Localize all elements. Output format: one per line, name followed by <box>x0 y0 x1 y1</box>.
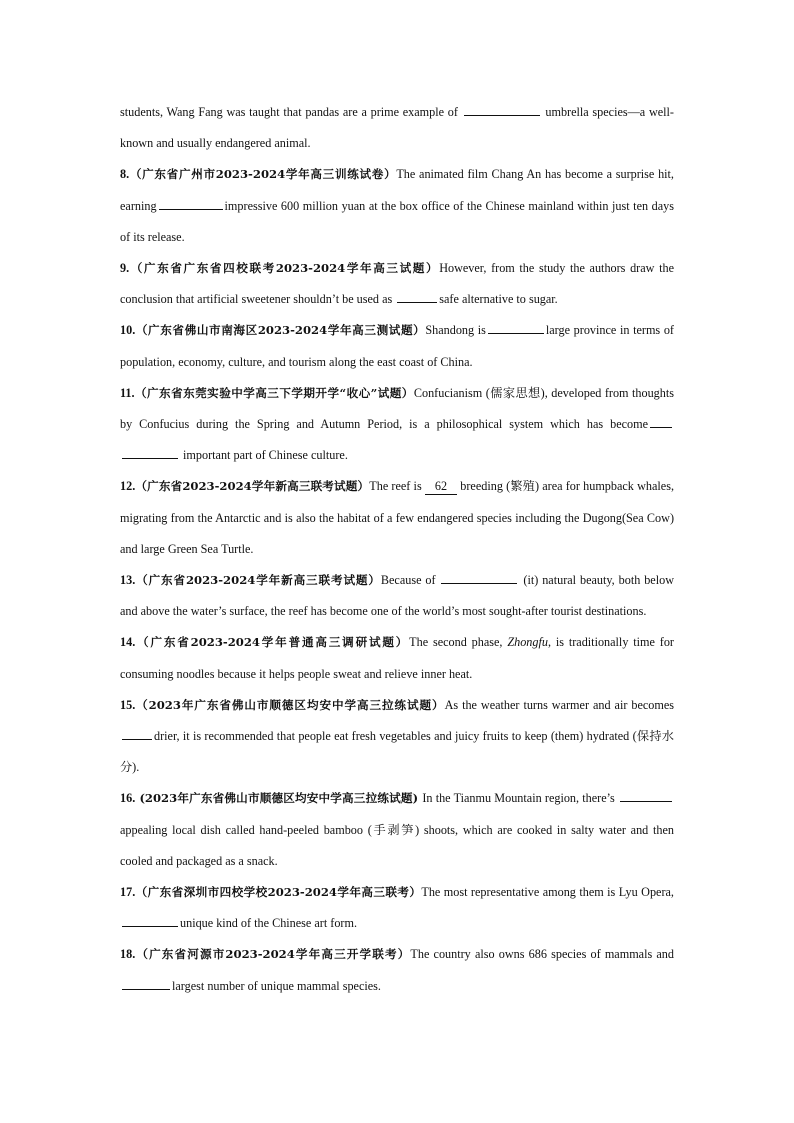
question-text: safe alternative to sugar. <box>439 292 558 307</box>
question-number: 14. <box>120 635 136 650</box>
question-text: The reef is <box>369 479 425 494</box>
answer-blank[interactable] <box>159 194 223 210</box>
question-number: 12. <box>120 479 136 494</box>
question-number: 11. <box>120 385 135 400</box>
question-number: 10. <box>120 323 136 338</box>
question-q14 <box>120 627 674 689</box>
question-source: （广东省东莞实验中学高三下学期开学“收心”试题） <box>134 385 414 400</box>
question-q11 <box>120 378 674 472</box>
question-q8 <box>120 159 674 253</box>
question-text: The most representative among them is Lyu Opera, <box>421 885 674 900</box>
question-number: 9. <box>120 261 130 276</box>
answer-blank[interactable] <box>620 786 672 802</box>
italic-term: Zhongfu <box>507 635 548 650</box>
question-text: students, Wang Fang was taught that pandas are a prime example of <box>120 105 462 119</box>
question-q18 <box>120 939 674 1001</box>
question-text: (it) natural beauty, both below and above the water’s surface, the reef has become one of the world’s most sought-after tourist destinations. <box>120 573 675 619</box>
answer-blank[interactable] <box>122 443 178 459</box>
question-text: In the Tianmu Mountain region, there’s <box>422 791 618 806</box>
question-continuation <box>120 97 674 159</box>
question-text: umbrella species—a well-known and usually endangered animal. <box>120 105 674 151</box>
question-number: 15. <box>120 697 136 712</box>
question-text: large province in terms of population, economy, culture, and tourism along the east coast of China. <box>120 323 674 369</box>
document-page <box>120 97 674 1002</box>
question-text: breeding (繁殖) area for humpback whales, migrating from the Antarctic and is also the habitat of a few endangered species including the Dugong(Sea Cow) and large Green Sea Turtle. <box>120 479 674 556</box>
answer-blank[interactable] <box>122 974 170 990</box>
answer-blank[interactable] <box>441 568 517 584</box>
answer-blank[interactable] <box>650 412 672 428</box>
answer-blank[interactable] <box>122 911 178 927</box>
question-text: , is traditionally time for consuming noodles because it helps people sweat and relieve inner heat. <box>120 635 674 681</box>
answer-blank[interactable] <box>488 318 544 334</box>
question-text: largest number of unique mammal species. <box>172 978 381 993</box>
question-text: The animated film Chang An has become a surprise hit, earning <box>120 167 674 213</box>
question-q16 <box>120 783 674 877</box>
question-source: (2023年广东省佛山市顺德区均安中学高三拉练试题) <box>135 791 423 806</box>
question-q13 <box>120 565 674 627</box>
question-source: （广东省2023-2024学年新高三联考试题） <box>135 573 381 588</box>
answer-blank[interactable] <box>397 287 437 303</box>
question-text: As the weather turns warmer and air becomes <box>444 697 674 712</box>
question-source: （广东省2023-2024学年普通高三调研试题） <box>135 635 410 650</box>
question-source: （广东省佛山市南海区2023-2024学年高三测试题） <box>135 323 426 338</box>
question-text: appealing local dish called hand-peeled bamboo (手剥笋) shoots, which are cooked in salty water and then cooled and packaged as a snack. <box>120 822 674 868</box>
answer-blank[interactable] <box>122 724 152 740</box>
question-text: drier, it is recommended that people eat fresh vegetables and juicy fruits to keep (them) hydrated (保持水分). <box>120 729 674 775</box>
question-source: （广东省广东省四校联考2023-2024学年高三试题） <box>129 261 440 276</box>
question-text: However, from the study the authors draw the conclusion that artificial sweetener shouldn’t be used as <box>120 261 674 307</box>
question-number: 8. <box>120 167 130 182</box>
question-text: unique kind of the Chinese art form. <box>180 916 358 931</box>
question-text: important part of Chinese culture. <box>180 448 348 463</box>
answer-blank[interactable] <box>464 100 540 116</box>
question-text: Shandong is <box>425 323 486 338</box>
question-source: （广东省广州市2023-2024学年高三训练试卷） <box>129 167 397 182</box>
question-source: （广东省深圳市四校学校2023-2024学年高三联考） <box>135 885 422 900</box>
question-text: impressive 600 million yuan at the box office of the Chinese mainland within just ten days of its release. <box>120 198 674 244</box>
question-source: （广东省河源市2023-2024学年高三开学联考） <box>135 947 411 962</box>
question-q17 <box>120 877 674 939</box>
question-q10 <box>120 315 674 377</box>
question-source: （2023年广东省佛山市顺德区均安中学高三拉练试题） <box>135 697 445 712</box>
question-number: 16. <box>120 791 136 806</box>
question-text: The second phase, <box>409 635 508 650</box>
question-number: 17. <box>120 885 136 900</box>
question-q12 <box>120 471 674 565</box>
question-text: Confucianism (儒家思想), developed from thoughts by Confucius during the Spring and Autumn Period, is a philosophical system which has become <box>120 385 674 432</box>
question-text: Because of <box>380 573 440 588</box>
question-q9 <box>120 253 674 315</box>
filled-answer-blank: 62 <box>425 479 457 495</box>
question-text: The country also owns 686 species of mammals and <box>410 947 674 962</box>
question-source: （广东省2023-2024学年新高三联考试题） <box>135 479 370 494</box>
question-number: 18. <box>120 947 136 962</box>
question-number: 13. <box>120 573 136 588</box>
question-q15 <box>120 690 674 784</box>
